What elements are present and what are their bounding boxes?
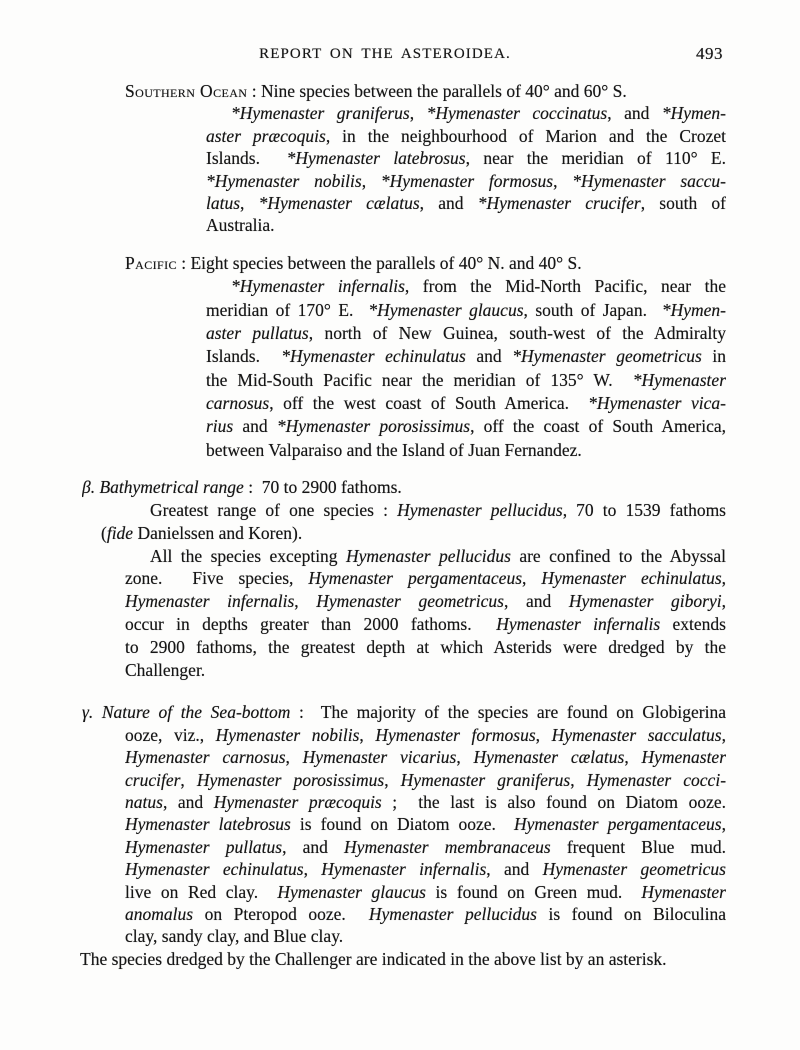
text-line (125, 791, 726, 813)
text-line (125, 80, 726, 102)
text-line (125, 836, 726, 858)
text-segment: , (409, 103, 427, 124)
text-segment: : Eight species between the parallels of 40° N. and 40° S. (176, 252, 582, 273)
text-line (206, 369, 726, 392)
text-segment: , 70 to 1539 fathoms (562, 500, 726, 521)
italic-text-segment: *Hymenaster glaucus (368, 299, 524, 320)
italic-text-segment: Hymenaster membranaceus (344, 836, 551, 857)
text-line (206, 192, 726, 214)
italic-text-segment: rius (206, 416, 234, 437)
text-line (125, 858, 726, 880)
bathymetrical-range-section (0, 476, 800, 681)
italic-text-segment: *Hymenaster infernalis (231, 276, 405, 297)
italic-text-segment: carnosus (206, 393, 270, 414)
italic-text-segment: *Hymenaster porosissimus (276, 416, 471, 437)
text-segment: , south of (640, 192, 726, 213)
italic-text-segment: Hymenaster infernalis (321, 859, 487, 880)
text-segment: Challenger. (125, 659, 206, 680)
text-segment: Islands. (206, 346, 282, 367)
text-segment: , (456, 747, 474, 768)
italic-text-segment: Hymenaster pellucidus (345, 545, 511, 566)
italic-text-segment: Hymenaster infernalis (496, 614, 661, 635)
text-segment: are confined to the Abyssal (510, 545, 726, 566)
text-line (125, 590, 726, 613)
text-segment: , (721, 814, 726, 835)
text-segment: frequent Blue mud. (550, 836, 726, 857)
text-segment: : The majority of the species are found on Globigerina (290, 702, 726, 723)
text-line (206, 147, 726, 169)
text-segment: , and (503, 591, 569, 612)
text-segment: , off the west coast of South America. (269, 393, 589, 414)
text-segment: , (180, 769, 197, 790)
italic-text-segment: *Hymen- (661, 103, 726, 124)
text-segment: , north of New Guinea, south-west of the Admiralty (308, 322, 726, 343)
text-line (82, 476, 726, 499)
text-segment: , and (162, 791, 214, 812)
italic-text-segment: *Hymenaster coccinatus (426, 103, 608, 124)
text-line (125, 659, 726, 682)
text-segment: , from the Mid-North Pacific, near the (404, 276, 726, 297)
italic-text-segment: Hymenaster formosus (375, 724, 536, 745)
italic-text-segment: β. Bathymetrical range (82, 477, 244, 498)
text-segment: , off the coast of South America, (470, 416, 726, 437)
italic-text-segment: natus (125, 791, 163, 812)
italic-text-segment: Hymenaster præcoquis (213, 791, 382, 812)
text-segment: between Valparaiso and the Island of Juan Fernandez. (206, 439, 582, 460)
text-line (125, 724, 726, 746)
text-line (206, 214, 726, 236)
text-line (231, 102, 726, 124)
text-segment: , and (282, 836, 345, 857)
text-line (206, 322, 726, 345)
text-line (125, 567, 726, 590)
italic-text-segment: Hymenaster (641, 881, 726, 902)
text-segment: , (624, 747, 642, 768)
text-segment: , south of Japan. (523, 299, 662, 320)
page-number: 493 (696, 44, 723, 63)
text-segment: , (535, 724, 552, 745)
text-segment: ooze, viz., (125, 724, 216, 745)
italic-text-segment: fide (106, 522, 134, 543)
text-segment: , (285, 747, 303, 768)
text-segment: , and (486, 859, 543, 880)
text-segment: , (240, 192, 259, 213)
italic-text-segment: Hymenaster sacculatus (551, 724, 722, 745)
text-segment: occur in depths greater than 2000 fathoms. (125, 614, 497, 635)
italic-text-segment: Hymenaster geometricus (542, 859, 726, 880)
text-segment: , and (607, 103, 662, 124)
italic-text-segment: *Hymenaster echinulatus (281, 346, 466, 367)
text-line (125, 813, 726, 835)
text-segment: The species dredged by the Challenger are indicated in the above list by an asterisk. (80, 948, 667, 969)
text-line (82, 701, 726, 723)
text-segment: , (721, 568, 726, 589)
italic-text-segment: *Hymenaster geometricus (512, 346, 702, 367)
italic-text-segment: Hymenaster pellucidus (397, 500, 563, 521)
italic-text-segment: Hymenaster infernalis (125, 591, 295, 612)
italic-text-segment: aster pullatus (206, 322, 309, 343)
italic-text-segment: Hymenaster vicarius (302, 747, 457, 768)
text-segment: , (522, 568, 542, 589)
text-segment: , (303, 859, 322, 880)
text-segment: : Nine species between the parallels of 40° and 60° S. (247, 81, 627, 101)
pacific-paragraph (0, 252, 800, 463)
text-segment: live on Red clay. (125, 881, 278, 902)
text-line (206, 345, 726, 368)
text-segment: , (721, 591, 726, 612)
text-segment: ( (101, 522, 107, 543)
italic-text-segment: Hymenaster graniferus (400, 769, 571, 790)
text-line (206, 439, 726, 462)
text-segment: , (553, 170, 573, 191)
text-line (206, 125, 726, 147)
text-segment: : 70 to 2900 fathoms. (243, 477, 402, 498)
text-segment: ; the last is also found on Diatom ooze. (381, 791, 726, 812)
text-line (125, 636, 726, 659)
italic-text-segment: Hymenaster (641, 747, 726, 768)
text-segment: zone. Five species, (125, 568, 309, 589)
text-segment: is found on Diatom ooze. (290, 814, 514, 835)
italic-text-segment: Hymenaster giboryi (568, 591, 722, 612)
text-line (125, 613, 726, 636)
text-segment: , near the meridian of 110° E. (465, 148, 726, 169)
italic-text-segment: *Hymenaster formosus (380, 170, 554, 191)
italic-text-segment: Hymenaster echinulatus (125, 859, 304, 880)
italic-text-segment: *Hymenaster crucifer (477, 192, 641, 213)
text-line (206, 299, 726, 322)
text-segment: Islands. (206, 148, 287, 169)
text-segment: Australia. (206, 215, 275, 236)
text-line (231, 275, 726, 298)
italic-text-segment: Hymenaster pellucidus (368, 903, 537, 924)
italic-text-segment: aster præcoquis (206, 125, 326, 146)
italic-text-segment: Hymenaster pergamentaceus (308, 568, 523, 589)
italic-text-segment: Hymenaster cælatus (473, 747, 625, 768)
italic-text-segment: Hymenaster echinulatus (541, 568, 722, 589)
text-segment: Pacific (125, 252, 177, 273)
text-segment: in (701, 346, 726, 367)
text-line (101, 522, 726, 545)
text-segment: clay, sandy clay, and Blue clay. (125, 926, 344, 947)
asterisk-footnote (0, 948, 800, 970)
italic-text-segment: Hymenaster cocci- (586, 769, 726, 790)
text-line (150, 545, 726, 568)
text-segment: the Mid-South Pacific near the meridian of 135° W. (206, 369, 633, 390)
text-segment: is found on Biloculina (536, 903, 726, 924)
italic-text-segment: Hymenaster latebrosus (125, 814, 291, 835)
text-segment: extends (660, 614, 726, 635)
italic-text-segment: latus (206, 192, 241, 213)
text-segment: and (233, 416, 277, 437)
italic-text-segment: *Hymenaster (632, 369, 726, 390)
italic-text-segment: *Hymen- (661, 299, 726, 320)
text-segment: and (465, 346, 513, 367)
text-segment: , (361, 170, 381, 191)
text-segment: Southern Ocean (125, 81, 248, 101)
italic-text-segment: Hymenaster glaucus (277, 881, 426, 902)
text-segment: , (359, 724, 376, 745)
text-line (206, 415, 726, 438)
text-line (206, 170, 726, 192)
text-segment: All the species excepting (150, 545, 346, 566)
text-line (80, 948, 726, 970)
text-segment: , (721, 724, 726, 745)
page-title: REPORT ON THE ASTEROIDEA. (259, 46, 511, 62)
text-segment: Danielssen and Koren). (133, 522, 303, 543)
italic-text-segment: Hymenaster geometricus (316, 591, 504, 612)
text-line (206, 392, 726, 415)
italic-text-segment: *Hymenaster vica- (588, 393, 726, 414)
italic-text-segment: anomalus (125, 903, 194, 924)
text-line (125, 252, 726, 275)
text-line (125, 903, 726, 925)
italic-text-segment: Hymenaster nobilis (215, 724, 360, 745)
sea-bottom-section (0, 701, 800, 947)
text-segment: on Pteropod ooze. (193, 903, 369, 924)
italic-text-segment: *Hymenaster nobilis (206, 170, 362, 191)
italic-text-segment: Hymenaster pergamentaceus (513, 814, 722, 835)
italic-text-segment: γ. Nature of the Sea-bottom (82, 702, 291, 723)
text-segment: is found on Green mud. (425, 881, 642, 902)
text-line (125, 769, 726, 791)
text-line (125, 925, 726, 947)
italic-text-segment: *Hymenaster saccu- (572, 170, 726, 191)
text-segment: , (294, 591, 317, 612)
text-segment: , (570, 769, 587, 790)
italic-text-segment: Hymenaster pullatus (125, 836, 283, 857)
text-segment: Greatest range of one species : (150, 500, 398, 521)
text-line (125, 881, 726, 903)
text-segment: meridian of 170° E. (206, 299, 369, 320)
italic-text-segment: crucifer (125, 769, 181, 790)
text-segment: , in the neighbourhood of Marion and the Crozet (325, 125, 726, 146)
italic-text-segment: *Hymenaster cælatus (258, 192, 420, 213)
text-line (125, 746, 726, 768)
text-segment: , (384, 769, 401, 790)
text-segment: to 2900 fathoms, the greatest depth at which Asterids were dredged by the (125, 636, 726, 657)
text-line (150, 499, 726, 522)
southern-ocean-paragraph (0, 80, 800, 237)
italic-text-segment: Hymenaster carnosus (125, 747, 286, 768)
italic-text-segment: *Hymenaster graniferus (231, 103, 410, 124)
italic-text-segment: Hymenaster porosissimus (196, 769, 385, 790)
text-segment: , and (419, 192, 478, 213)
italic-text-segment: *Hymenaster latebrosus (286, 148, 466, 169)
